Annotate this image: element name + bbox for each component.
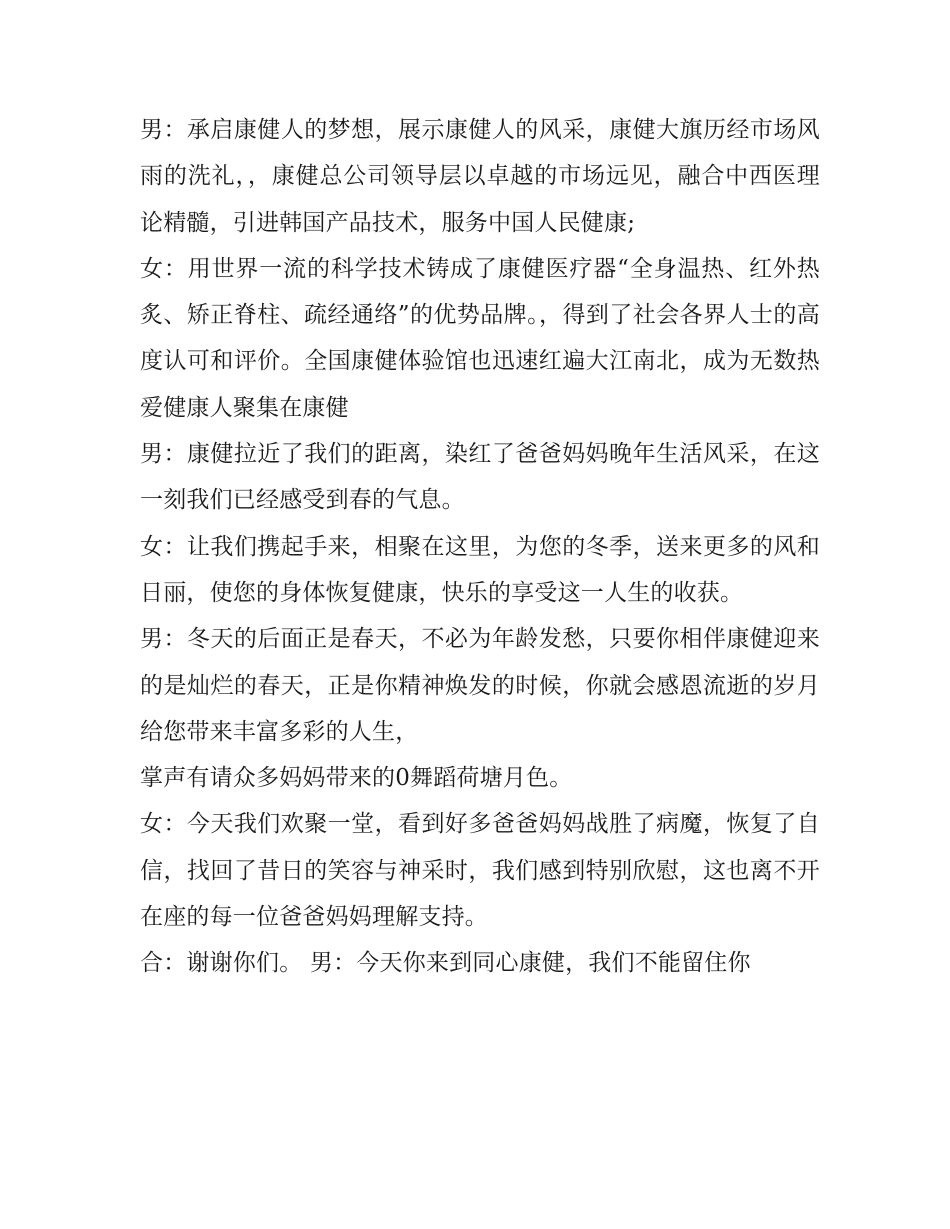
- paragraph-8: 合：谢谢你们。 男：今天你来到同心康健，我们不能留住你: [140, 950, 751, 977]
- document-body: [140, 107, 820, 987]
- paragraph-3: 男：康健拉近了我们的距离，染红了爸爸妈妈晚年生活风采，在这一刻我们已经感受到春的气息。: [140, 441, 820, 514]
- paragraph-5: 男：冬天的后面正是春天，不必为年龄发愁，只要你相伴康健迎来的是灿烂的春天，正是你精神焕发的时候，你就会感恩流逝的岁月给您带来丰富多彩的人生，: [140, 626, 820, 745]
- paragraph-7: 女：今天我们欢聚一堂，看到好多爸爸妈妈战胜了病魔，恢复了自信，找回了昔日的笑容与神采时，我们感到特别欣慰，这也离不开在座的每一位爸爸妈妈理解支持。: [140, 811, 820, 931]
- paragraph-2: 女：用世界一流的科学技术铸成了康健医疗器“全身温热、红外热炙、矫正脊柱、疏经通络”的优势品牌。，得到了社会各界人士的高度认可和评价。全国康健体验馆也迅速红遍大江南北，成为无数热爱健康人聚集在康健: [140, 255, 820, 421]
- paragraph-6: 掌声有请众多妈妈带来的0舞蹈荷塘月色。: [140, 765, 573, 792]
- paragraph-4: 女：让我们携起手来，相聚在这里，为您的冬季，送来更多的风和日丽，使您的身体恢复健康，快乐的享受这一人生的收获。: [140, 533, 820, 606]
- paragraph-1: 男：承启康健人的梦想，展示康健人的风采，康健大旗历经市场风雨的洗礼，，康健总公司领导层以卓越的市场远见，融合中西医理论精髓，引进韩国产品技术，服务中国人民健康;: [140, 117, 820, 236]
